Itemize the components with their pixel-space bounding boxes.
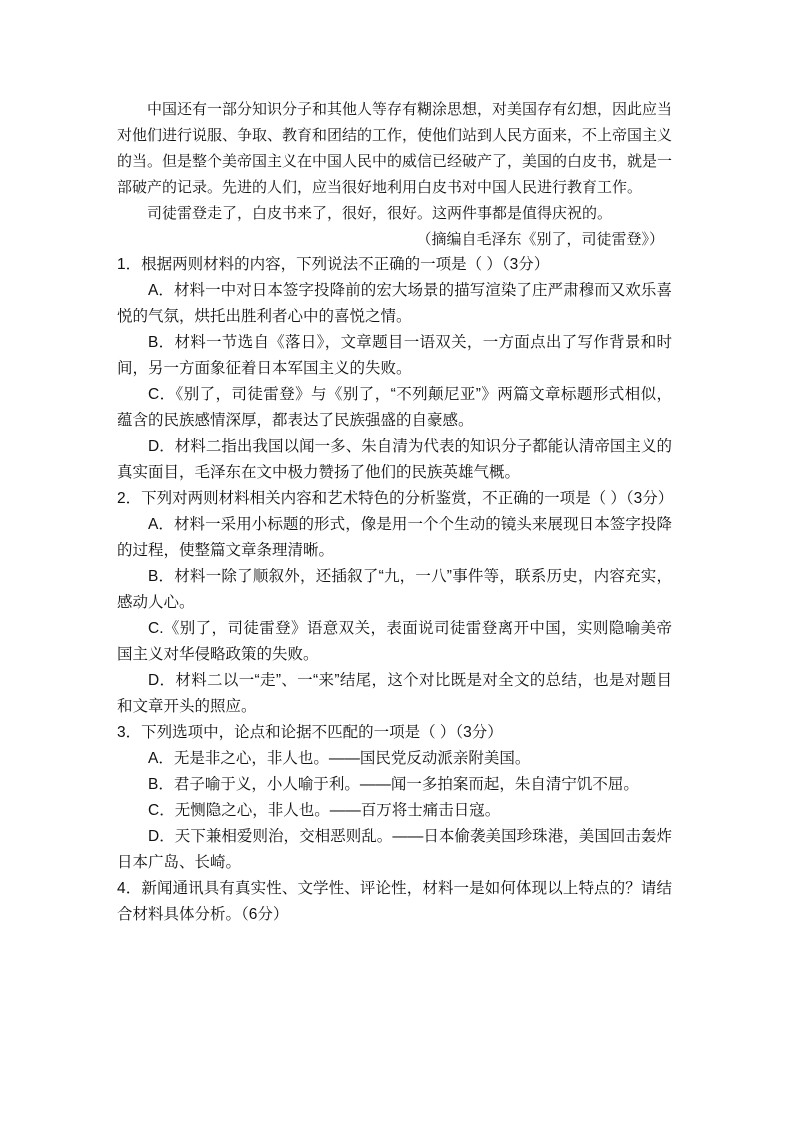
option-d: D．材料二以一“走”、一“来”结尾，这个对比既是对全文的总结，也是对题目和文章开头的照应。 [117, 672, 672, 715]
question-1 [117, 252, 672, 486]
passage-paragraph-2: 司徒雷登走了，白皮书来了，很好，很好。这两件事都是值得庆祝的。 [147, 204, 613, 222]
option-b: B．材料一节选自《落日》，文章题目一语双关，一方面点出了写作背景和时间，另一方面象征着日本军国主义的失败。 [117, 334, 672, 377]
question-stem: 3．下列选项中，论点和论据不匹配的一项是（ ）（3分） [117, 724, 503, 741]
option-a: A．材料一中对日本签字投降前的宏大场景的描写渲染了庄严肃穆而又欢乐喜悦的气氛，烘托出胜利者心中的喜悦之情。 [117, 282, 672, 325]
option-b: B．君子喻于义，小人喻于利。——闻一多拍案而起，朱自清宁饥不屈。 [148, 776, 639, 793]
question-stem: 4．新闻通讯具有真实性、文学性、评论性，材料一是如何体现以上特点的？请结合材料具体分析。（6分） [117, 880, 672, 923]
question-stem: 2．下列对两则材料相关内容和艺术特色的分析鉴赏，不正确的一项是（ ）（3分） [117, 490, 674, 507]
passage-source: （摘编自毛泽东《别了，司徒雷登》） [416, 230, 664, 248]
option-b: B．材料一除了顺叙外，还插叙了“九，一八”事件等，联系历史，内容充实，感动人心。 [117, 568, 672, 611]
option-c: C.《别了，司徒雷登》语意双关，表面说司徒雷登离开中国，实则隐喻美帝国主义对华侵略政策的失败。 [117, 620, 672, 663]
question-3 [117, 720, 672, 876]
option-d: D．材料二指出我国以闻一多、朱自清为代表的知识分子都能认清帝国主义的真实面目，毛泽东在文中极力赞扬了他们的民族英雄气概。 [117, 438, 672, 481]
option-c: C．《别了，司徒雷登》与《别了，“不列颠尼亚”》两篇文章标题形式相似，蕴含的民族感情深厚，都表达了民族强盛的自豪感。 [117, 386, 672, 429]
question-stem: 1．根据两则材料的内容，下列说法不正确的一项是（ ）（3分） [117, 256, 550, 273]
passage [117, 96, 672, 252]
passage-paragraph-1: 中国还有一部分知识分子和其他人等存有糊涂思想，对美国存有幻想，因此应当对他们进行说服、争取、教育和团结的工作，使他们站到人民方面来，不上帝国主义的当。但是整个美帝国主义在中国人民中的威信已经破产了，美国的白皮书，就是一部破产的记录。先进的人们，应当很好地利用白皮书对中国人民进行教育工作。 [117, 100, 673, 196]
document-page [117, 96, 672, 928]
option-d: D．天下兼相爱则治，交相恶则乱。——日本偷袭美国珍珠港，美国回击轰炸日本广岛、长崎。 [117, 828, 672, 871]
question-2 [117, 486, 672, 720]
option-c: C．无恻隐之心，非人也。——百万将士痛击日寇。 [148, 802, 501, 819]
option-a: A．材料一采用小标题的形式，像是用一个个生动的镜头来展现日本签字投降的过程，使整篇文章条理清晰。 [117, 516, 672, 559]
option-a: A．无是非之心，非人也。——国民党反动派亲附美国。 [148, 750, 531, 767]
question-4 [117, 876, 672, 928]
